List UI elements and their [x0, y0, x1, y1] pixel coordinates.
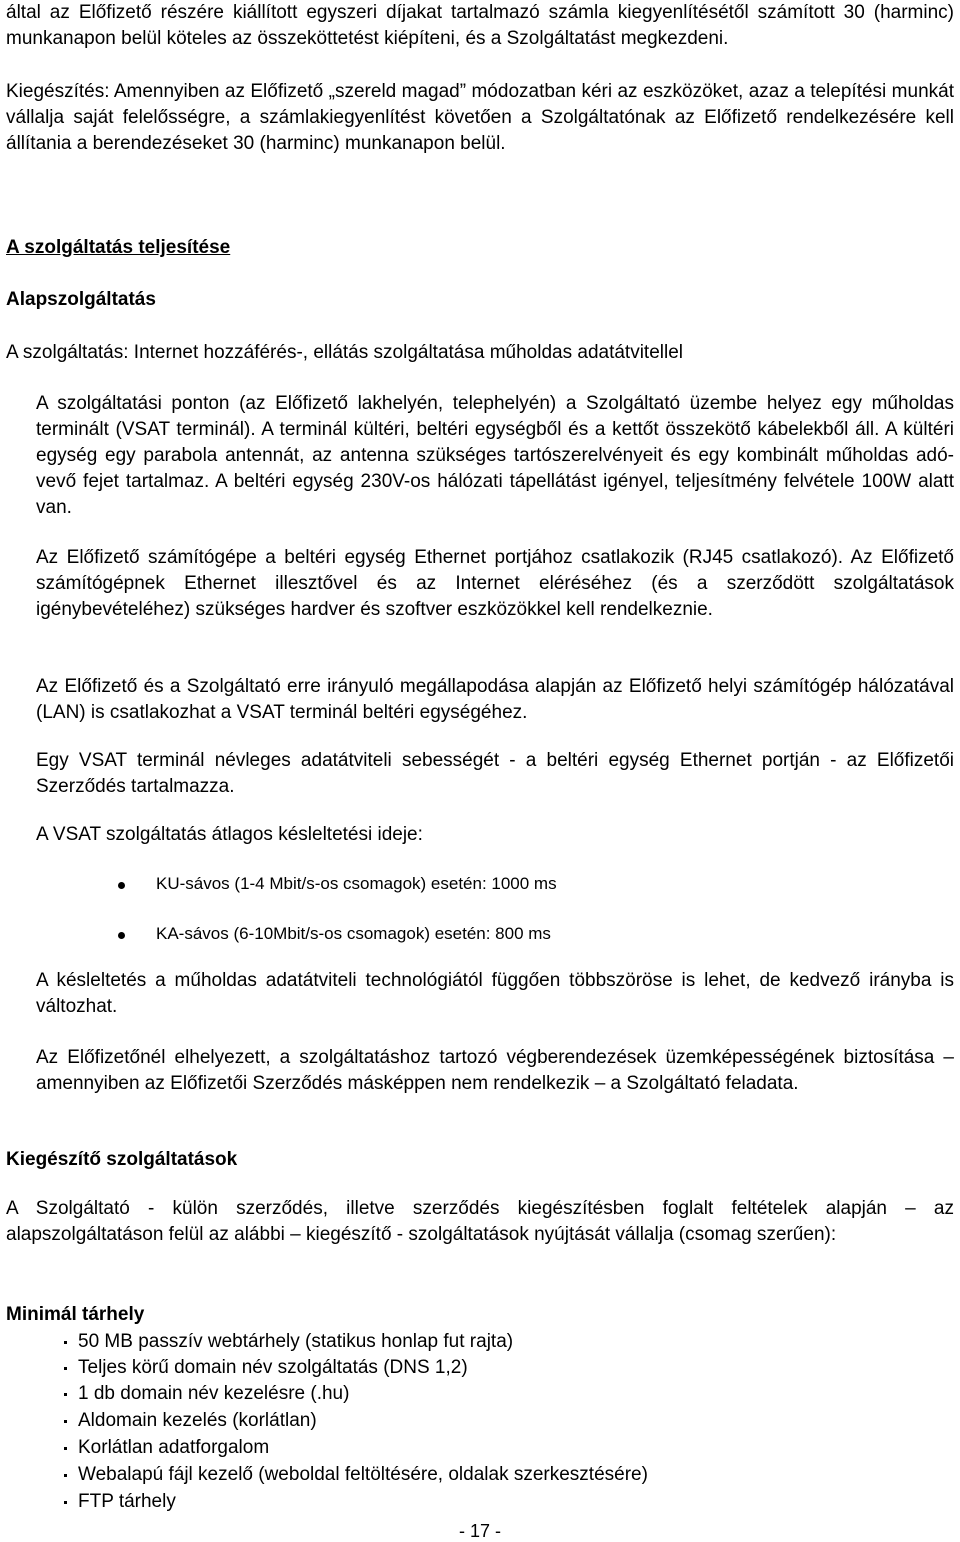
list-item-label: Teljes körű domain név szolgáltatás (DNS 1,2): [78, 1357, 468, 1378]
bullet-icon: [64, 1367, 67, 1370]
bullet-icon: [118, 882, 125, 889]
bullet-icon: [64, 1393, 67, 1396]
paragraph-sebesseg: Egy VSAT terminál névleges adatátviteli sebességét - a beltéri egység Ethernet portján - az Előfizetői Szerződés tartalmazza.: [36, 750, 954, 797]
paragraph-vsat-terminal: A szolgáltatási ponton (az Előfizető lakhelyén, telephelyén) a Szolgáltató üzembe helyez egy műholdas terminált (VSAT terminál). A terminál kültéri, beltéri egységből és a kettőt összekötő kábelekből áll. A kültéri egység egy parabola antennát, az antenna szükséges tartószerelvényeit és egy kombinált műholdas adó-vevő fejet tartalmaz. A beltéri egység 230V-os hálózati tápellátást igényel, teljesítmény felvétele 100W alatt van.: [36, 393, 954, 518]
paragraph-kesleltetes-valtozas: A késleltetés a műholdas adatátviteli technológiától függően többszöröse is lehet, de kedvező irányba is változhat.: [36, 970, 954, 1017]
paragraph-kiegeszites: Kiegészítés: Amennyiben az Előfizető „szereld magad” módozatban kéri az eszközöket, azaz a telepítési munkát vállalja saját felelősségre, a számlakiegyenlítést követően a Szolgáltatónak az Előfizető rendelkezésére kell állítania a berendezéseket 30 (harminc) munkanapon belül.: [6, 81, 954, 154]
bullet-icon: [118, 932, 125, 939]
paragraph-vegberendezesek: Az Előfizetőnél elhelyezett, a szolgáltatáshoz tartozó végberendezések üzemképességének biztosítása – amennyiben az Előfizetői Szerződés másképpen nem rendelkezik – a Szolgáltató feladata.: [36, 1047, 954, 1094]
list-item-label: Aldomain kezelés (korlátlan): [78, 1410, 317, 1431]
list-item-label: Korlátlan adatforgalom: [78, 1437, 270, 1458]
page-number: - 17 -: [458, 1521, 501, 1541]
paragraph-lan: Az Előfizető és a Szolgáltató erre irányuló megállapodása alapján az Előfizető helyi számítógép hálózatával (LAN) is csatlakozhat a VSAT terminál beltéri egységéhez.: [36, 676, 954, 723]
paragraph-intro: által az Előfizető részére kiállított egyszeri díjakat tartalmazó számla kiegyenlítésétől számított 30 (harminc) munkanapon belül köteles az összeköttetést kiépíteni, és a Szolgáltatást megkezdeni.: [6, 2, 954, 49]
list-item-label: KA-sávos (6-10Mbit/s-os csomagok) esetén: 800 ms: [156, 924, 551, 943]
list-item-label: 1 db domain név kezelésre (.hu): [78, 1383, 350, 1404]
paragraph-szolgaltatas: A szolgáltatás: Internet hozzáférés-, ellátás szolgáltatása műholdas adatátvitellel: [6, 342, 683, 363]
list-item-label: FTP tárhely: [78, 1491, 176, 1512]
bullet-icon: [64, 1474, 67, 1477]
paragraph-kiegeszito-intro: A Szolgáltató - külön szerződés, illetve szerződés kiegészítésben foglalt feltételek alapján – az alapszolgáltatáson felül az alábbi – kiegészítő - szolgáltatások nyújtását vállalja (csomag szerűen):: [6, 1198, 954, 1245]
subheading-minimal-tarhely: Minimál tárhely: [6, 1304, 145, 1325]
paragraph-szamitogep: Az Előfizető számítógépe a beltéri egység Ethernet portjához csatlakozik (RJ45 csatlakozó). Az Előfizető számítógépnek Ethernet illesztővel és az Internet eléréséhez (és a szerződött szolgáltatások igénybevételéhez) szükséges hardver és szoftver eszközökkel kell rendelkeznie.: [36, 547, 954, 620]
bullet-icon: [64, 1420, 67, 1423]
subheading-alapszolgaltatas: Alapszolgáltatás: [6, 289, 156, 310]
paragraph-kesleltetes-intro: A VSAT szolgáltatás átlagos késleltetési ideje:: [36, 824, 423, 845]
bullet-icon: [64, 1447, 67, 1450]
bullet-icon: [64, 1501, 67, 1504]
bullet-icon: [64, 1341, 67, 1344]
list-item-label: Webalapú fájl kezelő (weboldal feltöltésére, oldalak szerkesztésére): [78, 1464, 648, 1485]
list-item-label: KU-sávos (1-4 Mbit/s-os csomagok) esetén: 1000 ms: [156, 874, 557, 893]
list-item-label: 50 MB passzív webtárhely (statikus honlap fut rajta): [78, 1331, 514, 1352]
section-heading-kiegeszito: Kiegészítő szolgáltatások: [6, 1149, 238, 1170]
section-heading-teljesites: A szolgáltatás teljesítése: [6, 237, 231, 258]
